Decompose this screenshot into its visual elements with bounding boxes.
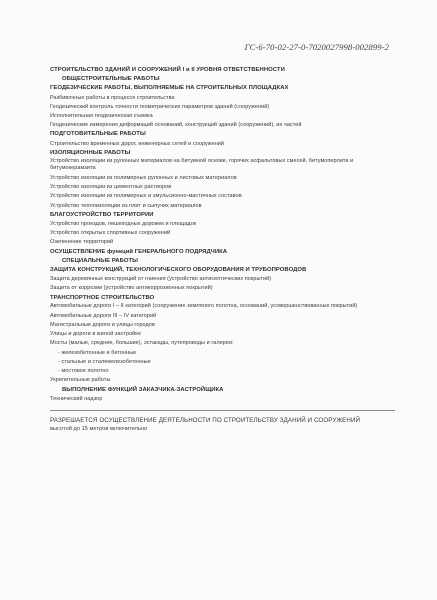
list-item: Исполнительная геодезическая съемка — [50, 113, 153, 120]
list-item: Устройство проездов, пешеходных дорожек и площадок — [50, 221, 197, 228]
section-heading: ОСУЩЕСТВЛЕНИЕ функций ГЕНЕРАЛЬНОГО ПОДРЯДЧИКА — [50, 248, 228, 255]
section-heading: СПЕЦИАЛЬНЫЕ РАБОТЫ — [62, 257, 138, 264]
section-heading: ИЗОЛЯЦИОННЫЕ РАБОТЫ — [50, 149, 131, 156]
list-item: Технический надзор — [50, 395, 103, 402]
divider-line — [50, 410, 395, 411]
section-heading: ПОДГОТОВИТЕЛЬНЫЕ РАБОТЫ — [50, 131, 146, 138]
list-item: Защита от коррозии (устройство антикоррозионных покрытий) — [50, 285, 213, 292]
list-item: - мостовое полотно — [58, 368, 109, 375]
section-heading: ОБЩЕСТРОИТЕЛЬНЫЕ РАБОТЫ — [62, 76, 160, 83]
permission-footer — [50, 416, 400, 434]
list-item: - железобетонные и бетонные — [58, 349, 137, 356]
list-item: Геодезический контроль точности геометрических параметров зданий (сооружений) — [50, 103, 270, 110]
list-item: Устройство изоляции из цементных растворов — [50, 184, 172, 191]
list-item: Укрепительные работы — [50, 377, 111, 384]
section-heading: ТРАНСПОРТНОЕ СТРОИТЕЛЬСТВО — [50, 294, 155, 301]
section-heading: ГЕОДЕЗИЧЕСКИЕ РАБОТЫ, ВЫПОЛНЯЕМЫЕ НА СТРОИТЕЛЬНЫХ ПЛОЩАДКАХ — [50, 85, 289, 92]
section-heading: СТРОИТЕЛЬСТВО ЗДАНИЙ И СООРУЖЕНИЙ I и II УРОВНЯ ОТВЕТСТВЕННОСТИ — [50, 67, 285, 73]
list-item: Автомобильные дороги III – IV категорий — [50, 312, 157, 319]
list-item: Магистральные дороги и улицы городов — [50, 322, 155, 329]
permission-statement: РАЗРЕШАЕТСЯ ОСУЩЕСТВЛЕНИЕ ДЕЯТЕЛЬНОСТИ ПО СТРОИТЕЛЬСТВУ ЗДАНИЙ И СООРУЖЕНИЙ — [50, 416, 361, 424]
list-item: Устройство изоляции из полимерных рулонных и листовых материалов — [50, 175, 237, 182]
section-heading: ВЫПОЛНЕНИЕ ФУНКЦИЙ ЗАКАЗЧИКА-ЗАСТРОЙЩИКА — [62, 386, 224, 393]
list-item: Разбивочные работы в процессе строительства — [50, 94, 175, 101]
list-item: Автомобильные дороги I – II категорий (сооружение земляного полотна, оснований, усовершенствованных покрытий) — [50, 302, 358, 309]
list-item: Устройство изоляции из рулонных материалов на битумной основе, горячих асфальтовых смесей, битумоперлита и битумокерамзита — [50, 158, 354, 172]
list-item: - стальные и сталежелезобетонные — [58, 358, 151, 365]
section-heading: ЗАЩИТА КОНСТРУКЦИЙ, ТЕХНОЛОГИЧЕСКОГО ОБОРУДОВАНИЯ И ТРУБОПРОВОДОВ — [50, 267, 307, 274]
list-item: Мосты (малые, средние, большие), эстакады, путепроводы и галереи: — [50, 340, 234, 347]
list-item: Строительство временных дорог, инженерных сетей и сооружений — [50, 140, 225, 147]
list-item: Озеленение территорий — [50, 239, 114, 246]
document-body — [50, 66, 400, 434]
list-item: Защита деревянных конструкций от гниения (устройство антисептических покрытий) — [50, 276, 272, 283]
document-id-number: ГС-6-70-02-27-0-7020027998-002899-2 — [244, 42, 389, 52]
list-item: Устройство теплоизоляции из плит и сыпучих материалов — [50, 202, 202, 209]
list-item: Улицы и дороги в жилой застройке — [50, 331, 141, 338]
section-heading: БЛАГОУСТРОЙСТВО ТЕРРИТОРИИ — [50, 211, 154, 218]
list-item: Устройство открытых спортивных сооружений — [50, 230, 171, 237]
work-types-list — [50, 66, 400, 404]
list-item: Геодезические измерения деформаций оснований, конструкций зданий (сооружений), их частей — [50, 122, 302, 129]
permission-height-limit: высотой до 15 метров включительно — [50, 426, 148, 433]
list-item: Устройство изоляции из полимерных и эмульсионно-мастичных составов — [50, 193, 242, 200]
